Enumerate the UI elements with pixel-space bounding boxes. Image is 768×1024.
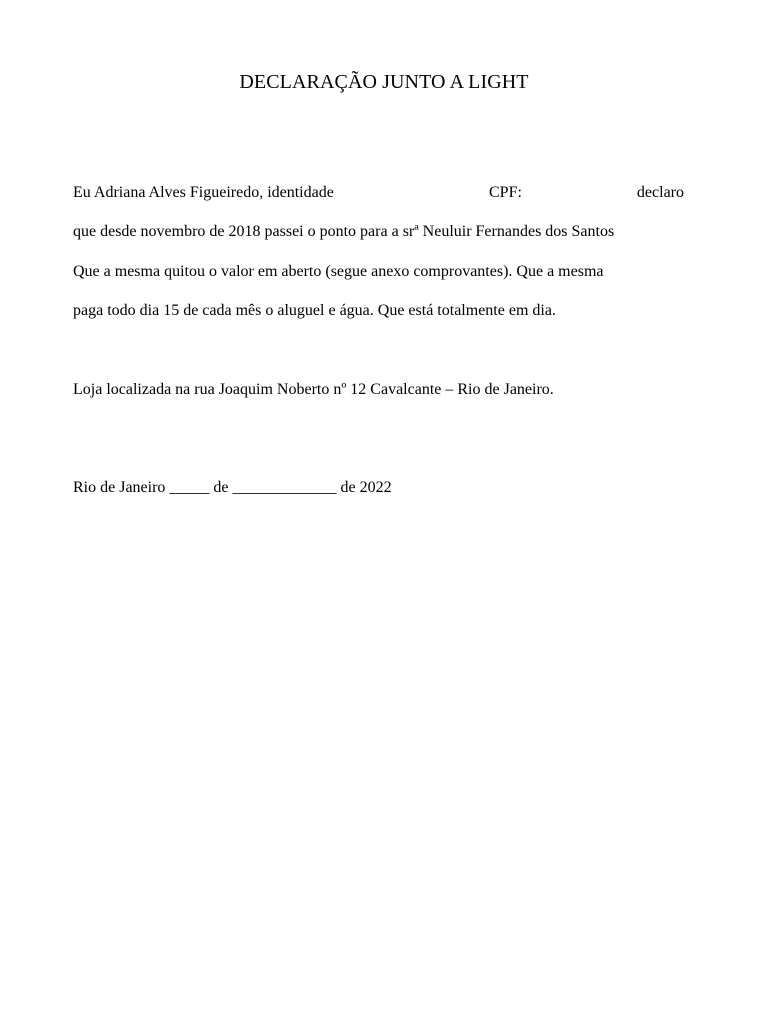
date-line: Rio de Janeiro _____ de _____________ de 2022 xyxy=(73,479,392,496)
declarant-identity-text: Eu Adriana Alves Figueiredo, identidade xyxy=(73,184,334,201)
document-title: DECLARAÇÃO JUNTO A LIGHT xyxy=(239,71,529,93)
address-line: Loja localizada na rua Joaquim Noberto nº 12 Cavalcante – Rio de Janeiro. xyxy=(73,381,554,398)
cpf-label: CPF: xyxy=(489,184,522,201)
paragraph-line-2: que desde novembro de 2018 passei o ponto para a srª Neuluir Fernandes dos Santos xyxy=(73,223,615,240)
declaro-text: declaro xyxy=(636,184,684,201)
paragraph-line-4: paga todo dia 15 de cada mês o aluguel e água. Que está totalmente em dia. xyxy=(73,302,556,319)
paragraph-line-3: Que a mesma quitou o valor em aberto (segue anexo comprovantes). Que a mesma xyxy=(73,263,604,280)
